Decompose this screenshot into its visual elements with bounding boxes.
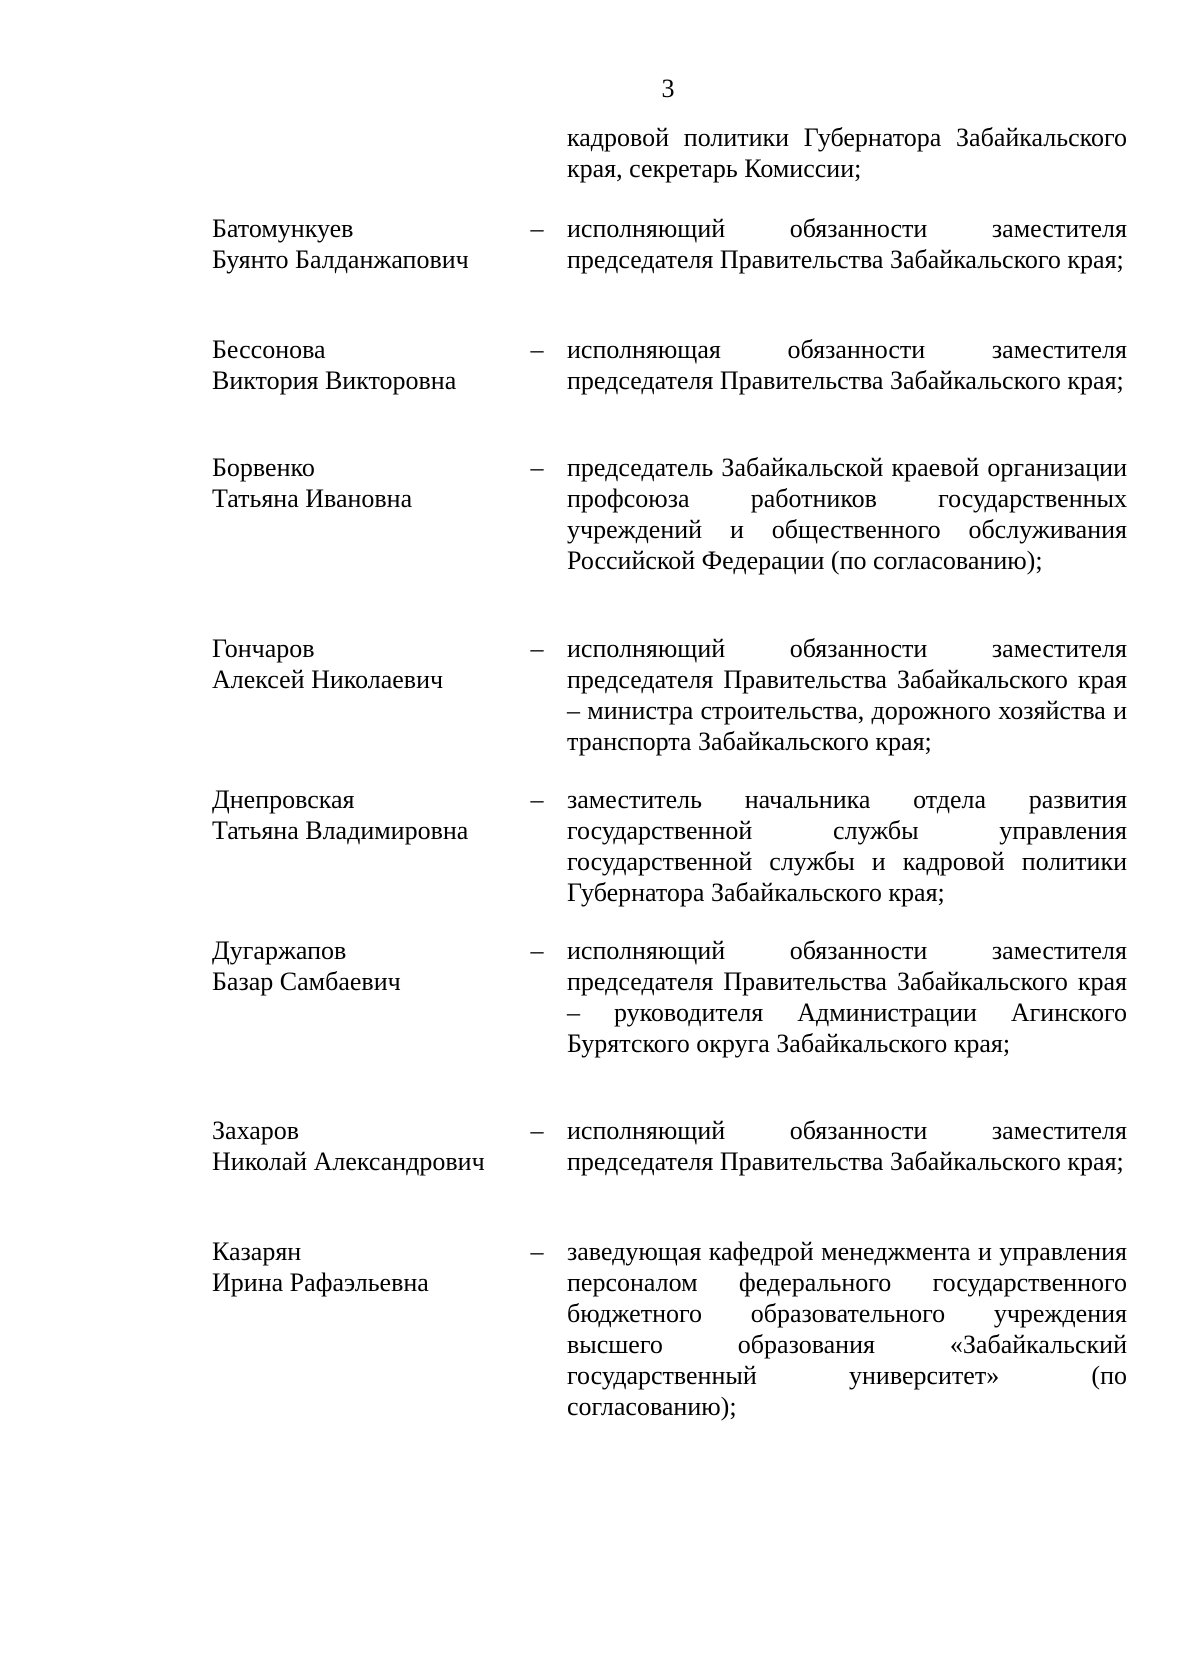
dash-separator: – [530, 335, 544, 364]
member-position: председатель Забайкальской краевой организации профсоюза работников государственных учреждений и общественного обслуживания Российской Федерации (по согласованию); [567, 453, 1127, 575]
member-position: исполняющий обязанности заместителя председателя Правительства Забайкальского края – руководителя Администрации Агинского Бурятского округа Забайкальского края; [567, 936, 1127, 1058]
dash-separator: – [530, 1237, 544, 1266]
member-position: заместитель начальника отдела развития государственной службы управления государственной службы и кадровой политики Губернатора Забайкальского края; [567, 785, 1127, 907]
member-name [212, 935, 522, 997]
member-surname: Батомункуев [212, 214, 354, 243]
member-name [212, 213, 522, 275]
member-position: исполняющий обязанности заместителя председателя Правительства Забайкальского края – министра строительства, дорожного хозяйства и транспорта Забайкальского края; [567, 634, 1127, 756]
member-surname: Гончаров [212, 634, 315, 663]
member-name [212, 452, 522, 514]
member-given-names: Татьяна Владимировна [212, 816, 469, 845]
page-number: 3 [661, 74, 675, 103]
member-surname: Борвенко [212, 453, 315, 482]
member-name [212, 784, 522, 846]
dash-separator: – [530, 936, 544, 965]
member-surname: Казарян [212, 1237, 302, 1266]
member-given-names: Ирина Рафаэльевна [212, 1268, 429, 1297]
dash-separator: – [530, 453, 544, 482]
member-surname: Днепровская [212, 785, 355, 814]
member-name [212, 633, 522, 695]
continuation-position: кадровой политики Губернатора Забайкальского края, секретарь Комиссии; [567, 123, 1127, 183]
dash-separator: – [530, 214, 544, 243]
member-position: заведующая кафедрой менеджмента и управления персоналом федерального государственного бюджетного образовательного учреждения высшего образования «Забайкальский государственный университет» (по согласованию); [567, 1237, 1127, 1421]
member-name [212, 1236, 522, 1298]
member-given-names: Николай Александрович [212, 1147, 485, 1176]
member-given-names: Татьяна Ивановна [212, 484, 413, 513]
dash-separator: – [530, 785, 544, 814]
member-position: исполняющая обязанности заместителя председателя Правительства Забайкальского края; [567, 335, 1127, 395]
member-surname: Дугаржапов [212, 936, 347, 965]
member-name [212, 334, 522, 396]
member-given-names: Базар Самбаевич [212, 967, 401, 996]
member-given-names: Буянто Балданжапович [212, 245, 469, 274]
member-surname: Захаров [212, 1116, 300, 1145]
member-position: исполняющий обязанности заместителя председателя Правительства Забайкальского края; [567, 214, 1127, 274]
member-surname: Бессонова [212, 335, 326, 364]
dash-separator: – [530, 1116, 544, 1145]
member-position: исполняющий обязанности заместителя председателя Правительства Забайкальского края; [567, 1116, 1127, 1176]
dash-separator: – [530, 634, 544, 663]
member-name [212, 1115, 522, 1177]
member-given-names: Алексей Николаевич [212, 665, 444, 694]
member-given-names: Виктория Викторовна [212, 366, 457, 395]
